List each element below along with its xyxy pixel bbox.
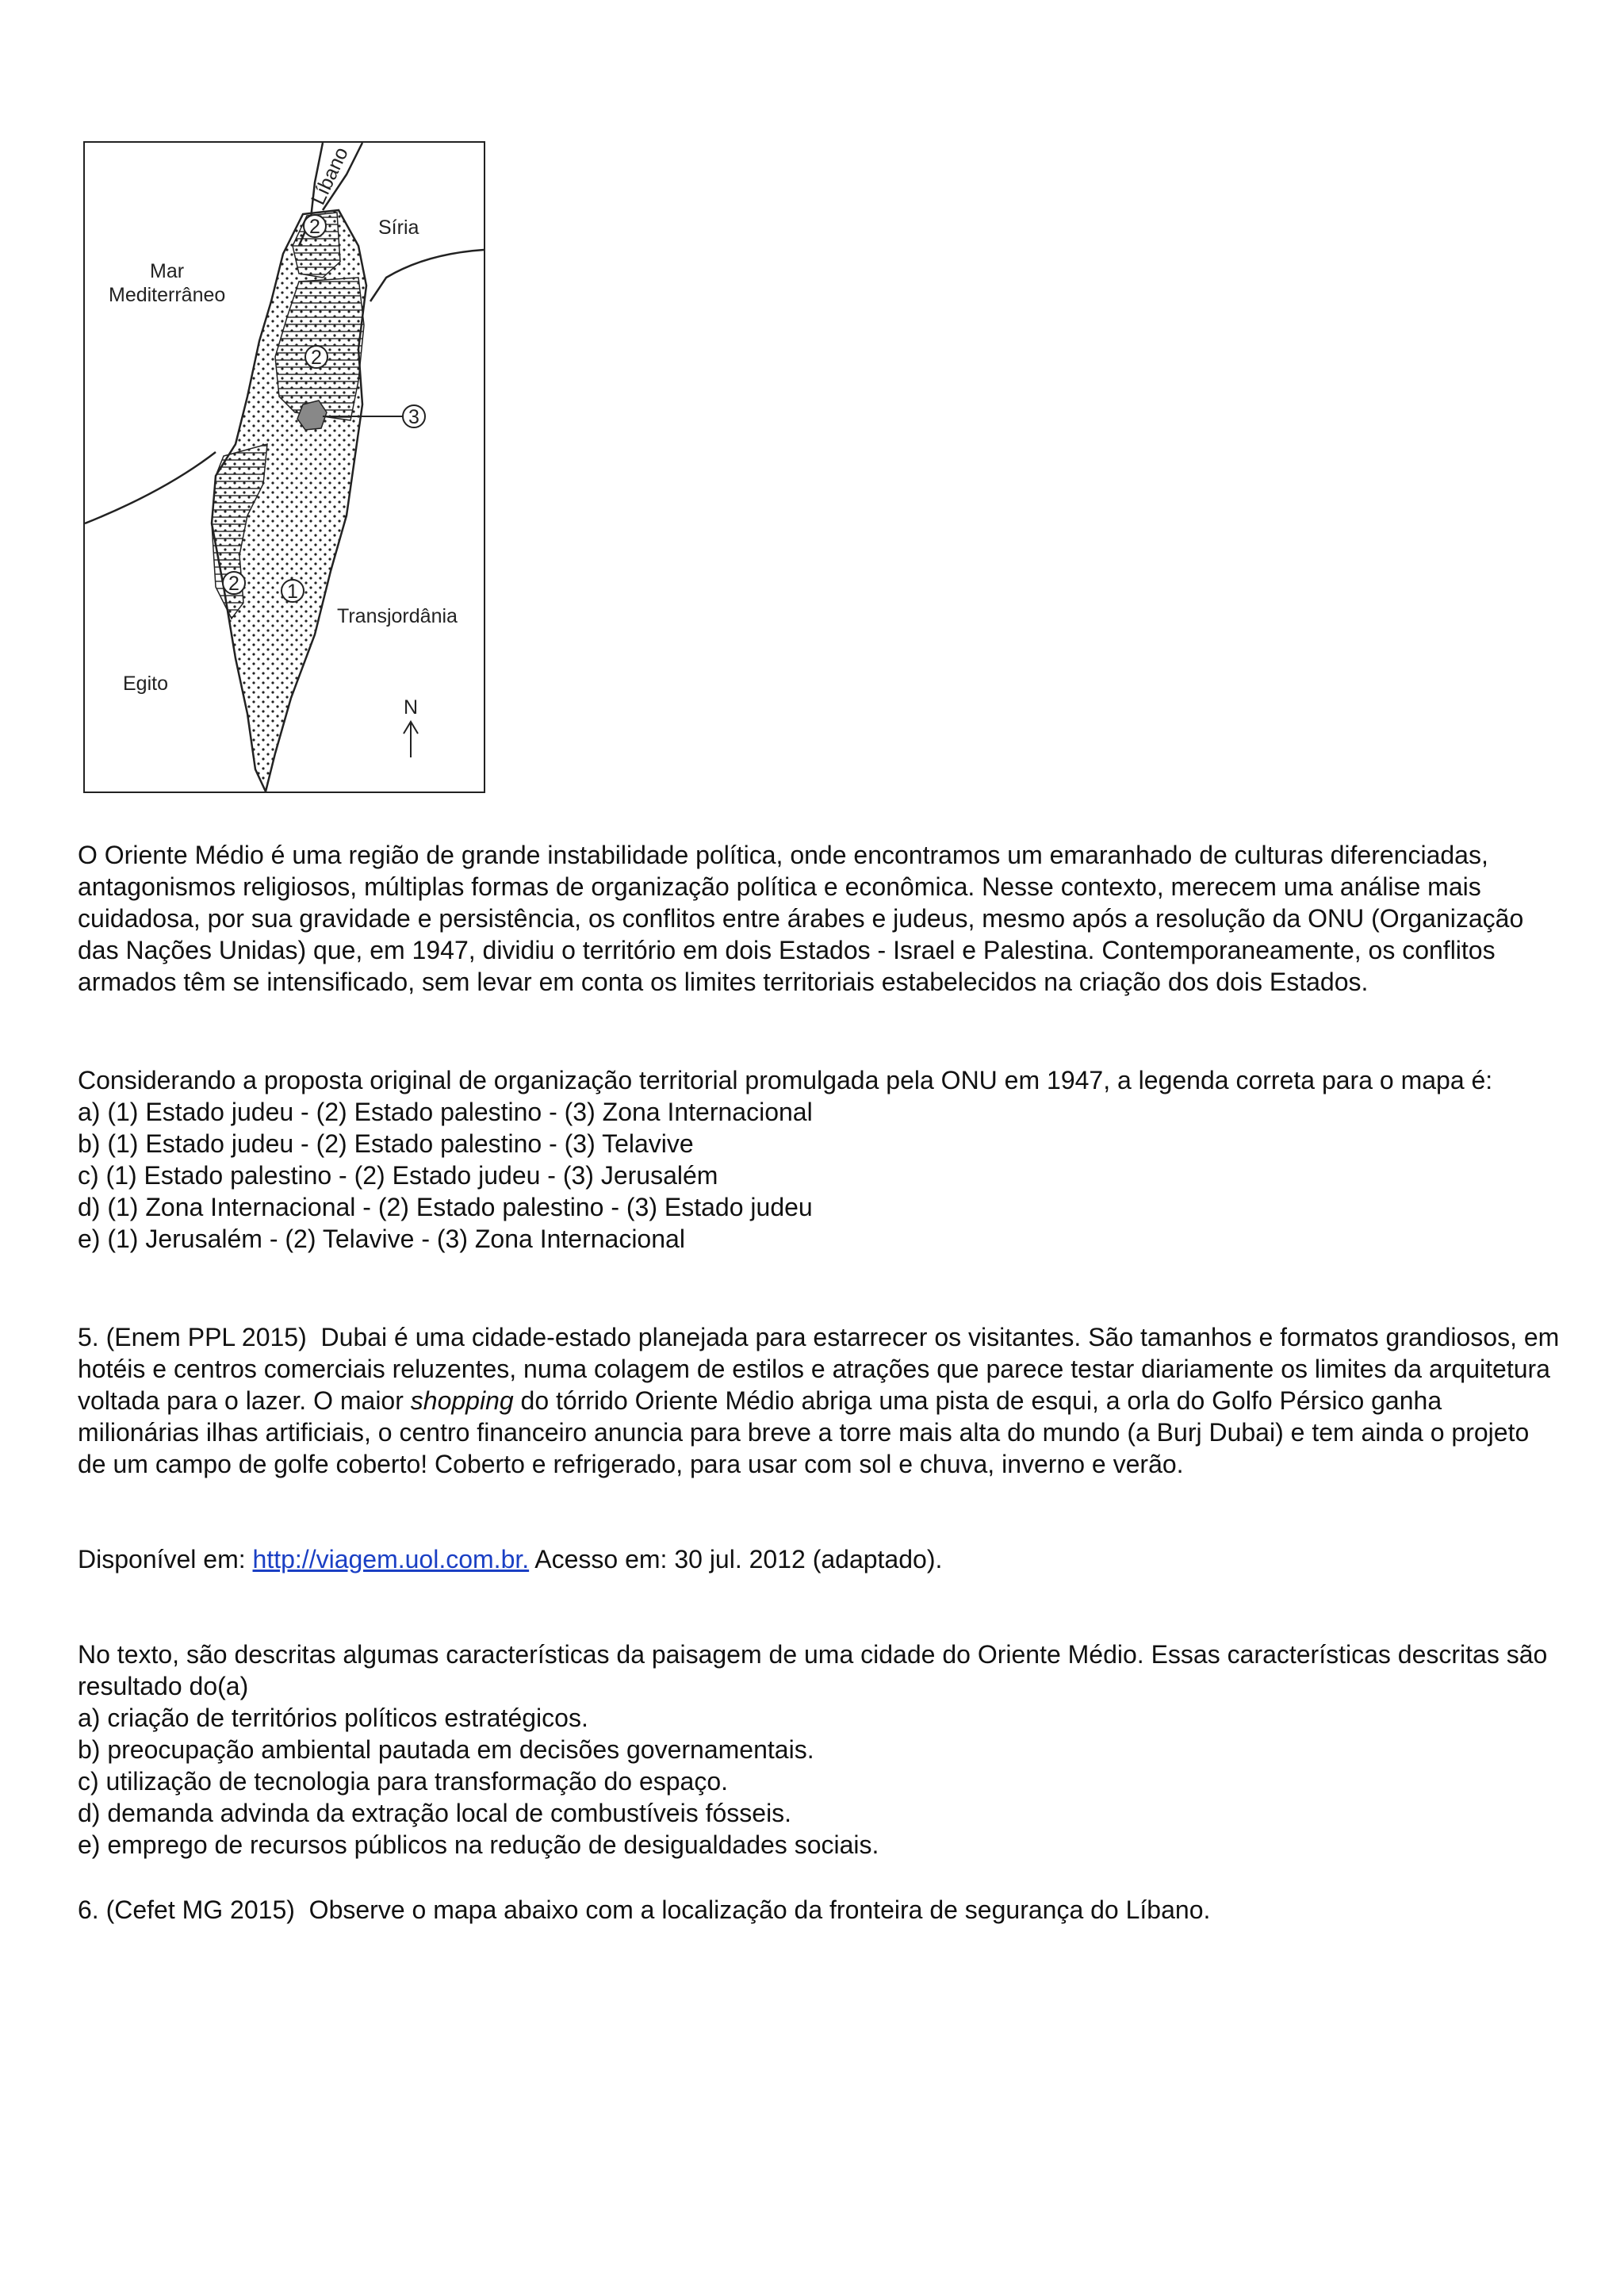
question-5-text-part1: Dubai é uma cidade-estado planejada para estarrecer os visitantes. São tamanhos e formatos grandiosos, em hotéis e centros comerciais reluzentes, numa colagem de estilos e atrações que parece testar diariamente os limites da arquitetura voltada para o lazer. O maior	[78, 1323, 1560, 1415]
citation-link[interactable]: http://viagem.uol.com.br.	[252, 1545, 530, 1573]
question-5-prompt: No texto, são descritas algumas características da paisagem de uma cidade do Oriente Médio. Essas características descritas são resultado do(a)	[78, 1640, 1548, 1700]
map-marker	[403, 405, 425, 428]
question-4	[78, 1064, 1561, 1255]
intro-text	[78, 839, 1561, 998]
question-6-number: 6.	[78, 1895, 99, 1924]
question-5-option-b: b) preocupação ambiental pautada em decisões governamentais.	[78, 1735, 814, 1764]
north-arrow-icon	[404, 696, 418, 757]
question-5-source: (Enem PPL 2015)	[105, 1323, 307, 1351]
svg-text:2: 2	[311, 347, 322, 369]
question-6	[78, 1894, 1561, 1926]
question-5-text-part2: do tórrido Oriente Médio abriga uma pista de esqui, a orla do Golfo Pérsico ganha milionárias ilhas artificiais, o centro financeiro anuncia para breve a torre mais alta do mundo (a Burj Dubai) e tem ainda o projeto de um campo de golfe coberto! Coberto e refrigerado, para usar com sol e chuva, inverno e verão.	[78, 1386, 1530, 1478]
svg-text:N: N	[403, 696, 419, 719]
question-6-text: Observe o mapa abaixo com a localização da fronteira de segurança do Líbano.	[308, 1895, 1211, 1924]
question-5-text-italic: shopping	[410, 1386, 514, 1415]
label-siria: Síria	[378, 217, 419, 239]
question-5-options	[78, 1639, 1561, 1861]
svg-text:2: 2	[309, 216, 320, 238]
question-4-option-c: c) (1) Estado palestino - (2) Estado judeu - (3) Jerusalém	[78, 1161, 718, 1190]
question-5	[78, 1321, 1561, 1480]
question-5-option-e: e) emprego de recursos públicos na redução de desigualdades sociais.	[78, 1830, 879, 1859]
partition-map	[83, 141, 485, 793]
label-mar: Mar	[150, 260, 185, 282]
svg-text:2: 2	[228, 573, 239, 595]
citation-prefix: Disponível em:	[78, 1545, 253, 1573]
question-4-option-e: e) (1) Jerusalém - (2) Telavive - (3) Zona Internacional	[78, 1225, 685, 1253]
question-4-option-a: a) (1) Estado judeu - (2) Estado palestino - (3) Zona Internacional	[78, 1098, 813, 1126]
citation-suffix: Acesso em: 30 jul. 2012 (adaptado).	[529, 1545, 943, 1573]
question-4-option-d: d) (1) Zona Internacional - (2) Estado palestino - (3) Estado judeu	[78, 1193, 813, 1221]
label-transjordania: Transjordânia	[337, 605, 458, 627]
label-libano: Líbano	[307, 144, 353, 209]
intro-paragraph: O Oriente Médio é uma região de grande instabilidade política, onde encontramos um emaranhado de culturas diferenciadas, antagonismos religiosos, múltiplas formas de organização política e econômica. Nesse contexto, merecem uma análise mais cuidadosa, por sua gravidade e persistência, os conflitos entre árabes e judeus, mesmo após a resolução da ONU (Organização das Nações Unidas) que, em 1947, dividiu o território em dois Estados - Israel e Palestina. Contemporaneamente, os conflitos armados têm se intensificado, sem levar em conta os limites territoriais estabelecidos na criação dos dois Estados.	[78, 841, 1524, 996]
egypt-border	[85, 452, 216, 523]
question-5-option-c: c) utilização de tecnologia para transformação do espaço.	[78, 1767, 729, 1796]
map-drawing	[85, 143, 484, 792]
question-6-source: (Cefet MG 2015)	[105, 1895, 295, 1924]
map-marker	[282, 580, 304, 603]
label-egito: Egito	[123, 673, 168, 695]
question-4-option-b: b) (1) Estado judeu - (2) Estado palestino - (3) Telavive	[78, 1129, 694, 1158]
svg-text:1: 1	[287, 581, 298, 603]
map-marker	[305, 346, 327, 369]
label-mediterraneo: Mediterrâneo	[109, 284, 226, 306]
syria-border	[370, 250, 484, 301]
svg-text:3: 3	[408, 406, 419, 428]
question-5-option-d: d) demanda advinda da extração local de combustíveis fósseis.	[78, 1799, 792, 1827]
question-5-option-a: a) criação de territórios políticos estratégicos.	[78, 1704, 588, 1732]
map-marker	[223, 572, 245, 595]
map-marker	[304, 215, 326, 238]
question-5-citation	[78, 1543, 1561, 1575]
question-5-text	[78, 1321, 1561, 1480]
question-4-prompt: Considerando a proposta original de organização territorial promulgada pela ONU em 1947, a legenda correta para o mapa é:	[78, 1066, 1493, 1094]
question-5-number: 5.	[78, 1323, 99, 1351]
